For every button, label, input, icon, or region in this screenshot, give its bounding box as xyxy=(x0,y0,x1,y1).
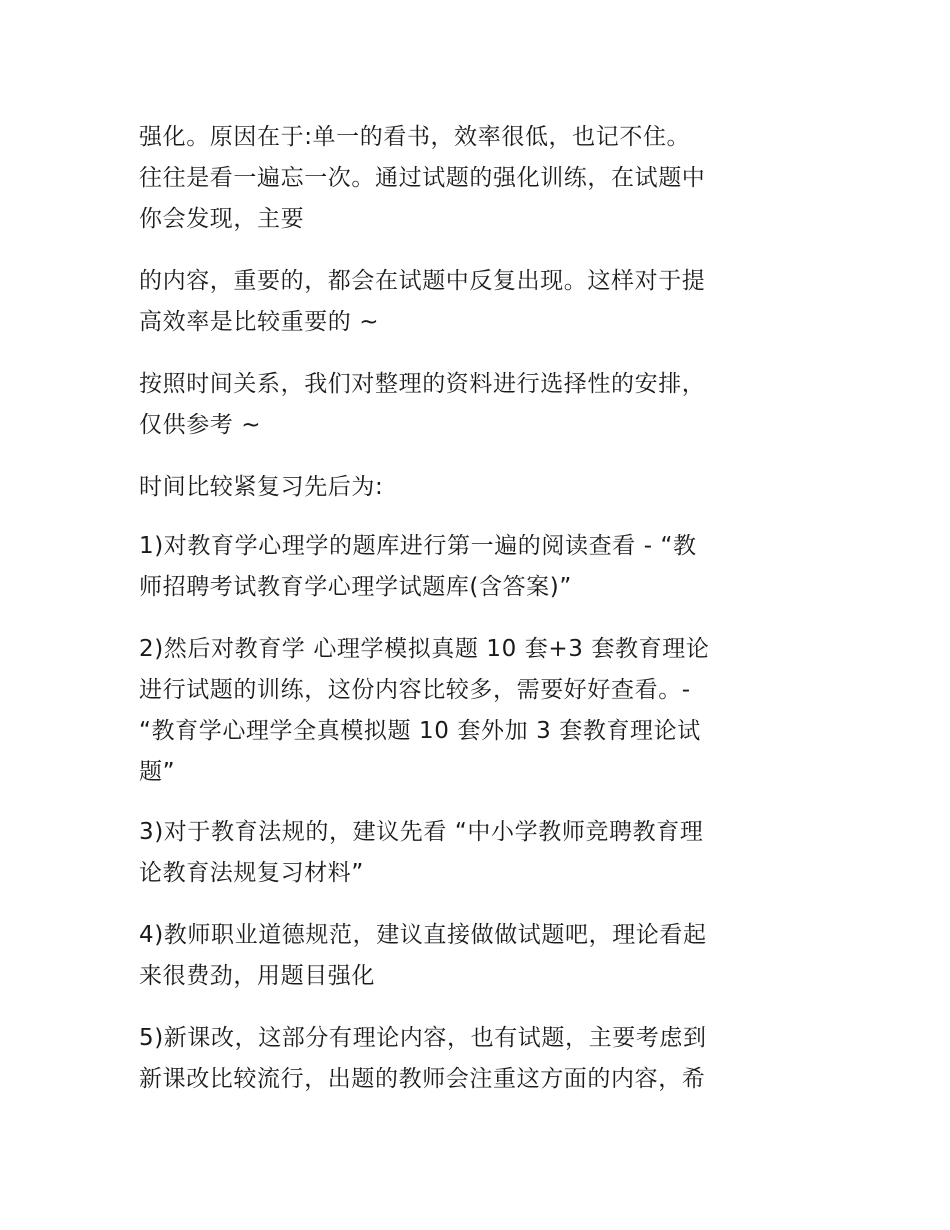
text-line: 进行试题的训练，这份内容比较多，需要好好查看。- xyxy=(139,677,691,703)
text-line: 仅供参考 ~ xyxy=(139,412,262,438)
paragraph xyxy=(139,364,819,446)
list-item xyxy=(139,812,819,894)
text-line: 的内容，重要的，都会在试题中反复出现。这样对于提 xyxy=(139,268,706,294)
text-line: 强化。原因在于:单一的看书，效率很低，也记不住。 xyxy=(139,124,691,150)
text-line: 来很费劲，用题目强化 xyxy=(139,963,375,989)
list-item xyxy=(139,526,819,608)
text-line: 3)对于教育法规的，建议先看 “中小学教师竞聘教育理 xyxy=(139,819,704,845)
text-line: 新课改比较流行，出题的教师会注重这方面的内容，希 xyxy=(139,1066,706,1092)
paragraph xyxy=(139,117,819,240)
text-line: 论教育法规复习材料” xyxy=(139,860,364,886)
paragraph xyxy=(139,467,819,508)
text-line: 4)教师职业道德规范，建议直接做做试题吧，理论看起 xyxy=(139,922,707,948)
text-line: 师招聘考试教育学心理学试题库(含答案)” xyxy=(139,574,572,600)
text-line: 1)对教育学心理学的题库进行第一遍的阅读查看 - “教 xyxy=(139,533,697,559)
paragraph xyxy=(139,261,819,343)
list-item xyxy=(139,1018,819,1100)
text-line: “教育学心理学全真模拟题 10 套外加 3 套教育理论试 xyxy=(139,718,701,744)
text-line: 2)然后对教育学 心理学模拟真题 10 套+3 套教育理论 xyxy=(139,636,710,662)
text-line: 你会发现，主要 xyxy=(139,206,305,232)
text-line: 往往是看一遍忘一次。通过试题的强化训练，在试题中 xyxy=(139,165,706,191)
text-line: 按照时间关系，我们对整理的资料进行选择性的安排， xyxy=(139,371,706,397)
text-line: 高效率是比较重要的 ~ xyxy=(139,309,380,335)
list-item xyxy=(139,629,819,793)
list-item xyxy=(139,915,819,997)
text-line: 题” xyxy=(139,759,176,785)
text-line: 时间比较紧复习先后为: xyxy=(139,474,384,500)
text-line: 5)新课改，这部分有理论内容，也有试题，主要考虑到 xyxy=(139,1025,707,1051)
